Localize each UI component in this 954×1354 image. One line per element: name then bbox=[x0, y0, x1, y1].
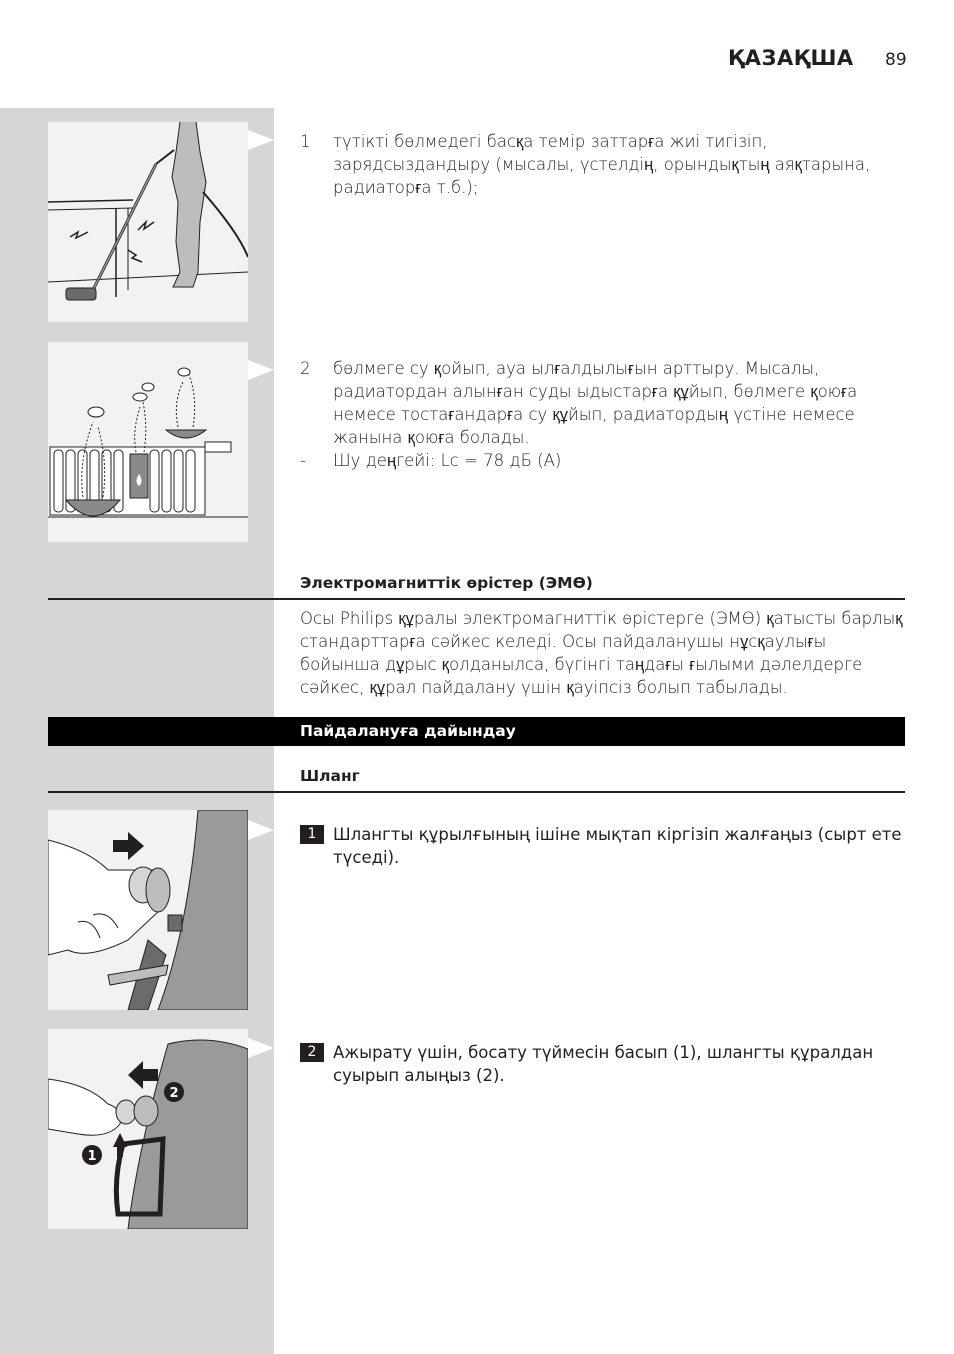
illustration-radiator-humidity bbox=[48, 342, 248, 542]
step-number: 2 bbox=[300, 359, 311, 378]
illustration-insert-hose bbox=[48, 810, 248, 1010]
hose-heading: Шланг bbox=[300, 767, 360, 785]
language-title: ҚАЗАҚША bbox=[728, 46, 854, 70]
noise-level-text: Шу деңгейі: Lc = 78 дБ (A) bbox=[333, 451, 562, 470]
divider-rule bbox=[48, 598, 905, 600]
step-number-box: 1 bbox=[300, 825, 324, 844]
illustration-detach-hose bbox=[48, 1029, 248, 1229]
step-number: 1 bbox=[300, 132, 311, 151]
callout-pointer bbox=[248, 1038, 274, 1058]
hose-step-1 bbox=[300, 823, 905, 869]
step-text: бөлмеге су қойып, ауа ылғалдылығын арттыру. Мысалы, радиатордан алынған суды ыдыстарға құйып, бөлмеге қоюға немесе тостағандарға су құйып, радиатордың үстіне немесе жанына қоюға болады. bbox=[333, 359, 858, 447]
step-text: түтікті бөлмедегі басқа темір заттарға жиі тигізіп, зарядсыздандыру (мысалы, үстелдің, орындықтың аяқтарына, радиаторға т.б.); bbox=[333, 132, 871, 197]
callout-pointer bbox=[248, 820, 274, 840]
step-1-static bbox=[300, 130, 905, 199]
preparation-title: Пайдалануға дайындау bbox=[300, 722, 516, 740]
illustration-static-discharge bbox=[48, 122, 248, 322]
divider-rule bbox=[48, 791, 905, 793]
emf-paragraph: Осы Philips құралы электромагниттік өрістерге (ЭМӨ) қатысты барлық стандарттарға сәйкес келеді. Осы пайдаланушы нұсқаулығы бойынша дұрыс қолданылса, бүгінгі таңдағы ғылыми дәлелдерге сәйкес, құрал пайдалану үшін қауіпсіз болып табылады. bbox=[300, 609, 903, 697]
emf-heading: Электромагниттік өрістер (ЭМӨ) bbox=[300, 574, 593, 592]
callout-pointer bbox=[248, 360, 274, 380]
callout-pointer bbox=[248, 130, 274, 150]
bullet-dash: - bbox=[300, 451, 306, 470]
noise-level-item bbox=[300, 449, 905, 472]
step-number-box: 2 bbox=[300, 1043, 324, 1062]
step-text: Шлангты құрылғының ішіне мықтап кіргізіп жалғаңыз (сырт ете түседі). bbox=[333, 825, 902, 867]
step-text: Ажырату үшін, босату түймесін басып (1), шлангты құралдан суырып алыңыз (2). bbox=[333, 1043, 874, 1085]
section-bar-preparation bbox=[48, 717, 905, 746]
callout-2: 2 bbox=[169, 1086, 179, 1101]
callout-1: 1 bbox=[87, 1149, 97, 1164]
hose-step-2 bbox=[300, 1041, 905, 1087]
step-2-humidity bbox=[300, 357, 905, 449]
page-number: 89 bbox=[885, 50, 907, 70]
